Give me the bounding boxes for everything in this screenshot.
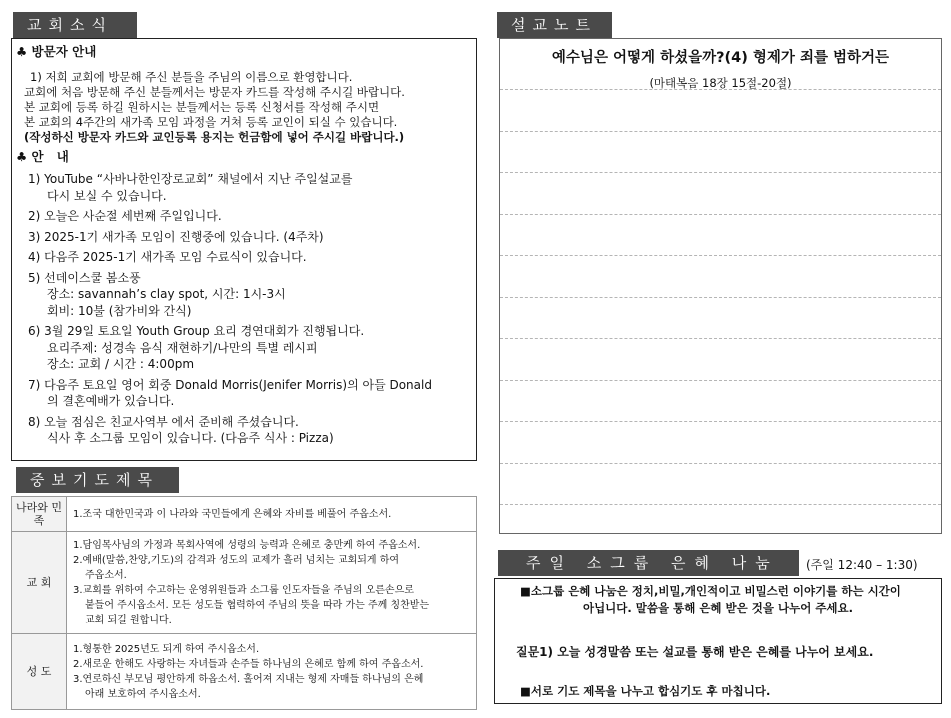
church-news-box [11, 38, 477, 461]
visitor-section-title: ♣ 방문자 안내 [16, 44, 97, 59]
notice-item [28, 229, 476, 246]
sermon-notes-header: 설교노트 [497, 12, 612, 38]
small-group-intro: ■소그룹 은혜 나눔은 정치,비밀,개인적이고 비밀스런 이야기를 하는 시간이 [520, 584, 901, 598]
small-group-time: (주일 12:40 – 1:30) [806, 558, 918, 572]
prayer-row-nation [12, 497, 477, 532]
prayer-row-members [12, 634, 477, 710]
note-line [500, 463, 941, 464]
prayer-header: 중보기도제목 [16, 467, 179, 493]
visitor-line: 1) 저희 교회에 방문해 주신 분들을 주님의 이름으로 환영합니다. [30, 70, 353, 84]
notice-section-title: ♣ 안 내 [16, 149, 69, 164]
visitor-line: (작성하신 방문자 카드와 교인등록 용지는 헌금함에 넣어 주시길 바랍니다.) [24, 130, 405, 144]
notice-item [28, 208, 476, 225]
notice-item-detail: 요리주제: 성경속 음식 재현하기/나만의 특별 레시피 [47, 340, 318, 355]
prayer-line: 3.연로하신 부모님 평안하게 하옵소서. 홀어져 지내는 형제 자매들 하나님의 은혜 [73, 673, 424, 685]
note-line [500, 255, 941, 256]
notice-list [28, 171, 476, 447]
note-line [500, 214, 941, 215]
prayer-line: 주옵소서. [85, 569, 127, 581]
notice-item-text: 7) 다음주 토요일 영어 회중 Donald Morris(Jenifer Morris)의 아들 Donald [28, 377, 432, 392]
small-group-header: 주일 소그룹 은혜 나눔 [498, 550, 799, 576]
prayer-line: 2.새로운 한해도 사랑하는 자녀들과 손주들 하나님의 은혜로 함께 하여 주옵소서. [73, 658, 424, 670]
note-line [500, 172, 941, 173]
notice-item [28, 270, 476, 320]
sermon-title: 예수님은 어떻게 하셨을까?(4) 형제가 죄를 범하거든 [551, 50, 890, 66]
notice-item [28, 171, 476, 204]
notice-item-detail: 다시 보실 수 있습니다. [47, 188, 167, 203]
notice-item-detail: 회비: 10불 (참가비와 간식) [47, 303, 192, 318]
small-group-box [494, 578, 942, 704]
notice-item-text: 5) 선데이스쿨 봄소풍 [28, 270, 141, 285]
note-line [500, 131, 941, 132]
prayer-table [11, 496, 477, 710]
sermon-reference: (마태복음 18장 15절-20절) [649, 76, 792, 90]
prayer-line: 아래 보호하여 주시옵소서. [85, 688, 201, 700]
prayer-line: 2.예배(말씀,찬양,기도)의 감격과 성도의 교제가 흘러 넘치는 교회되게 하여 [73, 554, 400, 566]
prayer-category: 교 회 [12, 532, 67, 634]
prayer-line: 1.조국 대한민국과 이 나라와 국민들에게 은혜와 자비를 베풀어 주옵소서. [73, 508, 392, 520]
visitor-line: 본 교회에 등록 하길 원하시는 분들께서는 등록 신청서를 작성해 주시면 [24, 100, 380, 114]
note-line [500, 421, 941, 422]
notice-item [28, 414, 476, 447]
prayer-line: 붙들어 주시옵소서. 모든 성도들 협력하여 주님의 뜻을 따라 가는 주께 칭찬받는 [85, 599, 430, 611]
visitor-guide [20, 70, 476, 145]
notice-item-text: 6) 3월 29일 토요일 Youth Group 요리 경연대회가 진행됩니다. [28, 324, 365, 338]
prayer-line: 3.교회를 위하여 수고하는 운영위원들과 소그룹 인도자들을 주님의 오른손으로 [73, 584, 414, 596]
prayer-line: 교회 되길 원합니다. [85, 614, 172, 626]
note-line [500, 504, 941, 505]
visitor-line: 교회에 처음 방문해 주신 분들께서는 방문자 카드를 작성해 주시길 바랍니다. [24, 85, 405, 99]
prayer-lines [67, 634, 477, 710]
prayer-line: 1.형통한 2025년도 되게 하여 주시옵소서. [73, 643, 260, 655]
note-line [500, 380, 941, 381]
prayer-row-church [12, 532, 477, 634]
notice-item-text: 3) 2025-1기 새가족 모임이 진행중에 있습니다. (4주차) [28, 229, 324, 244]
prayer-line: 1.담임목사님의 가정과 목회사역에 성령의 능력과 은혜로 충만케 하여 주옵소서. [73, 539, 421, 551]
notice-item-text: 2) 오늘은 사순절 세번째 주일입니다. [28, 209, 222, 223]
notice-item-detail: 장소: 교회 / 시간 : 4:00pm [47, 357, 195, 371]
notice-item-detail: 의 결혼예배가 있습니다. [47, 394, 175, 408]
sermon-notes-box [499, 38, 942, 534]
small-group-question: 질문1) 오늘 성경말씀 또는 설교를 통해 받은 은혜를 나누어 보세요. [516, 645, 874, 659]
prayer-lines [67, 497, 477, 532]
small-group-closing: ■서로 기도 제목을 나누고 합심기도 후 마칩니다. [520, 684, 771, 698]
notice-item-detail: 장소: savannah’s clay spot, 시간: 1시-3시 [47, 287, 286, 301]
note-line [500, 297, 941, 298]
church-news-header: 교회소식 [13, 12, 137, 38]
notice-item-text: 4) 다음주 2025-1기 새가족 모임 수료식이 있습니다. [28, 250, 307, 264]
note-line [500, 338, 941, 339]
prayer-lines [67, 532, 477, 634]
visitor-line: 본 교회의 4주간의 새가족 모임 과정을 거쳐 등록 교인이 되실 수 있습니다. [24, 115, 398, 129]
small-group-intro: 아닙니다. 말씀을 통해 은혜 받은 것을 나누어 주세요. [582, 601, 854, 615]
prayer-category: 나라와 민 족 [12, 497, 67, 532]
notice-item [28, 249, 476, 266]
prayer-category: 성 도 [12, 634, 67, 710]
notice-item-text: 1) YouTube “사바나한인장로교회” 채널에서 지난 주일설교를 [28, 172, 353, 186]
notice-item [28, 323, 476, 373]
notice-item-text: 8) 오늘 점심은 친교사역부 에서 준비해 주셨습니다. [28, 414, 299, 429]
notice-item [28, 377, 476, 410]
notice-item-detail: 식사 후 소그룹 모임이 있습니다. (다음주 식사 : Pizza) [47, 431, 334, 445]
note-line [500, 89, 941, 90]
